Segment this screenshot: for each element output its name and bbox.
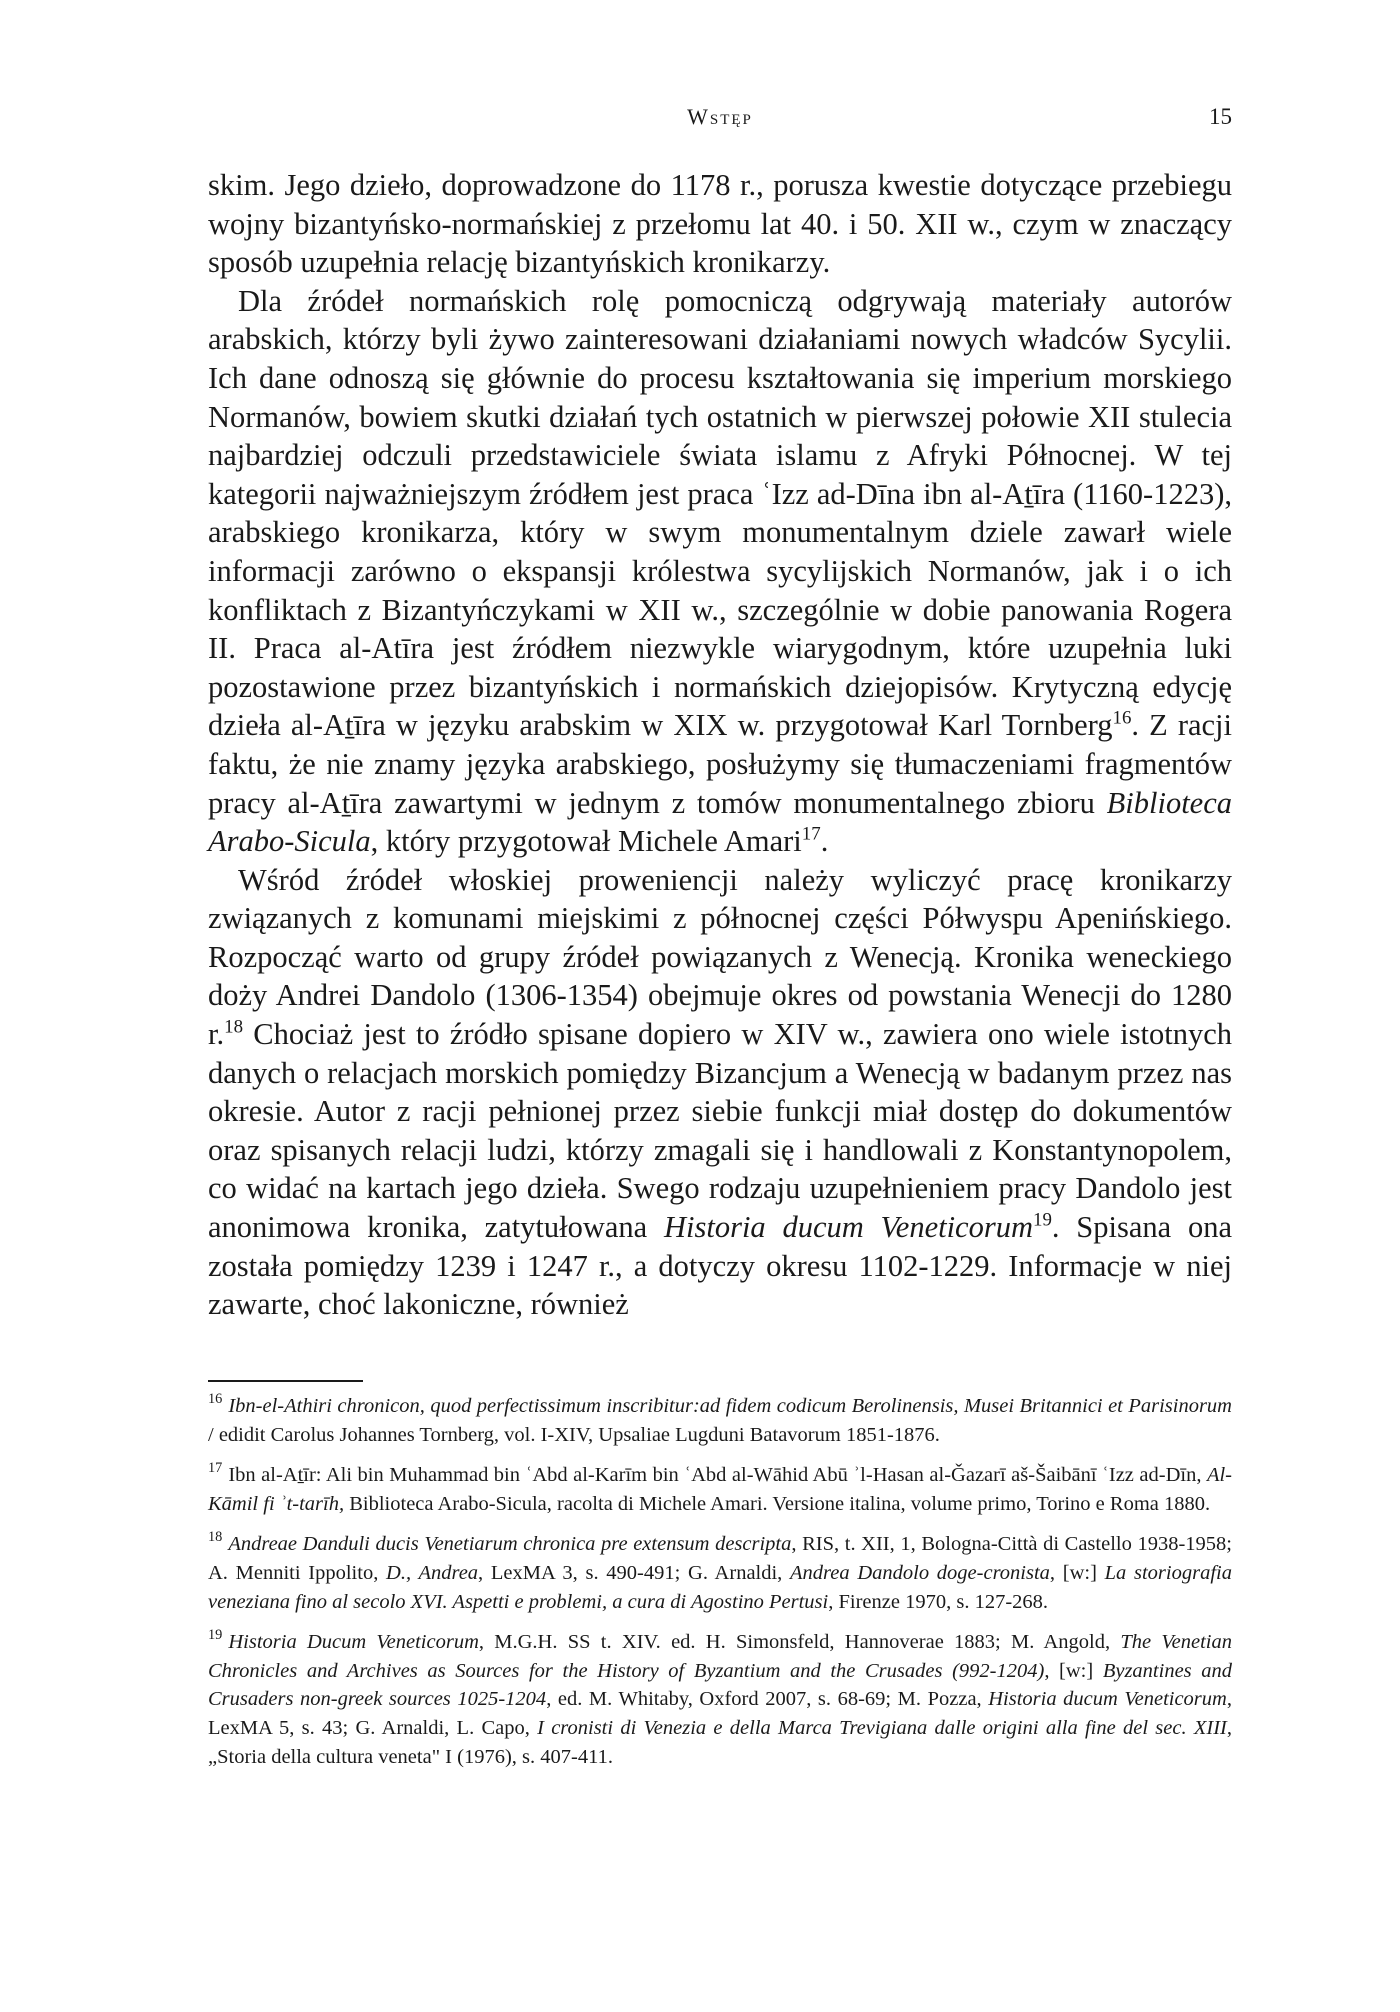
italic-text: Historia Ducum Veneticorum <box>228 1631 479 1654</box>
footnote <box>208 1530 1232 1616</box>
italic-text: La storiografia veneziana fino al secolo XVI. Aspetti e problemi, a cura di Agostino Pertusi <box>208 1561 1232 1613</box>
footnote-ref: 16 <box>1112 707 1132 729</box>
footnote <box>208 1628 1232 1771</box>
footnote-number: 19 <box>208 1627 223 1644</box>
text-run: , [w:] <box>1044 1659 1103 1682</box>
paragraph <box>208 282 1232 861</box>
text-run: , „Storia della cultura veneta" I (1976), s. 407-411. <box>208 1716 1232 1768</box>
paragraph <box>208 861 1232 1324</box>
footnote <box>208 1392 1232 1449</box>
italic-text: Historia ducum Veneticorum <box>664 1210 1033 1245</box>
italic-text: D., Andrea <box>386 1561 479 1584</box>
text-run: , który przygotował Michele Amari <box>370 824 802 859</box>
text-run: , LexMA 3, s. 490-491; G. Arnaldi, <box>478 1561 791 1584</box>
italic-text: Andreae Danduli ducis Venetiarum chronica pre extensum descripta <box>228 1533 792 1556</box>
text-run: skim. Jego dzieło, doprowadzone do 1178 r., porusza kwestie dotyczące przebiegu wojny bizantyńsko-normańskiej z przełomu lat 40. i 50. XII w., czym w znaczący sposób uzupełnia relację bizantyńskich kronikarzy. <box>208 168 1232 280</box>
italic-text: Byzantines and Crusaders non-greek sources 1025-1204 <box>208 1659 1233 1711</box>
main-text <box>208 166 1232 1324</box>
section-title: Wstęp <box>687 104 753 129</box>
text-run: Biblioteca Arabo-Sicula, racolta di Michele Amari. Versione italina, volume primo, Torino e Roma 1880. <box>344 1492 1211 1515</box>
text-run: Ibn al-Aṯīr: Ali bin Muhammad bin ʿAbd al-Karīm bin ʿAbd al-Wāhid Abū ʾl-Hasan al-Ǧazarī aš-Šaibānī ʿIzz ad-Dīn, <box>228 1464 1207 1487</box>
footnote-separator <box>208 1380 363 1382</box>
footnote-ref: 19 <box>1033 1209 1052 1231</box>
paragraph <box>208 166 1232 282</box>
text-run: . <box>820 824 829 859</box>
text-run: , Firenze 1970, s. 127-268. <box>828 1590 1049 1613</box>
text-run: , M.G.H. SS t. XIV. ed. H. Simonsfeld, Hannoverae 1883; M. Angold, <box>478 1631 1121 1654</box>
text-run: . Spisana ona została pomiędzy 1239 i 1247 r., a dotyczy okresu 1102-1229. Informacje w niej zawarte, choć lakoniczne, również <box>208 1210 1232 1322</box>
italic-text: Al-Kāmil fi ʾt-tarīh, <box>208 1464 1232 1515</box>
italic-text: Historia ducum Veneticorum <box>988 1688 1227 1711</box>
text-run: , [w:] <box>1049 1561 1105 1584</box>
text-run: , ed. M. Whitaby, Oxford 2007, s. 68-69; M. Pozza, <box>546 1688 989 1711</box>
page-number: 15 <box>1209 104 1232 129</box>
footnote-ref: 17 <box>801 823 821 845</box>
footnote-number: 16 <box>208 1391 223 1408</box>
text-run: , RIS, t. XII, 1, Bologna-Città di Castello 1938-1958; A. Menniti Ippolito, <box>208 1533 1232 1584</box>
text-run: / edidit Carolus Johannes Tornberg, vol. I-XIV, Upsaliae Lugduni Batavorum 1851-1876. <box>208 1423 940 1446</box>
footnotes <box>208 1392 1232 1783</box>
footnote <box>208 1461 1232 1518</box>
italic-text: The Venetian Chronicles and Archives as Sources for the History of Byzantium and the Crusades (992-1204) <box>208 1631 1232 1682</box>
italic-text: Biblioteca Arabo-Sicula <box>208 785 1232 859</box>
text-run: Chociaż jest to źródło spisane dopiero w XIV w., zawiera ono wiele istotnych danych o relacjach morskich pomiędzy Bizancjum a Wenecją w badanym przez nas okresie. Autor z racji pełnionej przez siebie funkcji miał dostęp do dokumentów oraz spisanych relacji ludzi, którzy zmagali się i handlowali z Konstantynopolem, co widać na kartach jego dzieła. Swego rodzaju uzupełnieniem pracy Dandolo jest anonimowa kronika, zatytułowana <box>208 1017 1232 1245</box>
text-run: . Z racji faktu, że nie znamy języka arabskiego, posłużymy się tłumaczeniami fragmentów pracy al-Aṯīra zawartymi w jednym z tomów monumentalnego zbioru <box>208 708 1233 820</box>
running-head <box>208 104 1232 138</box>
footnote-ref: 18 <box>224 1016 244 1038</box>
text-run: Dla źródeł normańskich rolę pomocniczą odgrywają materiały autorów arabskich, którzy byli żywo zainteresowani działaniami nowych władców Sycylii. Ich dane odnoszą się głównie do procesu kształtowania się imperium morskiego Normanów, bowiem skutki działań tych ostatnich w pierwszej połowie XII stulecia najbardziej odczuli przedstawiciele świata islamu z Afryki Północnej. W tej kategorii najważniejszym źródłem jest praca ʿIzz ad-Dīna ibn al-Aṯīra (1160-1223), arabskiego kronikarza, który w swym monumentalnym dziele zawarł wiele informacji zarówno o ekspansji królestwa sycylijskich Normanów, jak i o ich konfliktach z Bizantyńczykami w XII w., szczególnie w dobie panowania Rogera II. Praca al-Atīra jest źródłem niezwykle wiarygodnym, które uzupełnia luki pozostawione przez bizantyńskich i normańskich dziejopisów. Krytyczną edycję dzieła al-Aṯīra w języku arabskim w XIX w. przygotował Karl Tornberg <box>208 283 1232 743</box>
italic-text: I cronisti di Venezia e della Marca Trevigiana dalle origini alla fine del sec. XIII <box>537 1716 1227 1739</box>
text-run: , LexMA 5, s. 43; G. Arnaldi, L. Capo, <box>208 1688 1232 1739</box>
italic-text: Andrea Dandolo doge-cronista <box>790 1561 1050 1584</box>
footnote-number: 18 <box>208 1529 223 1546</box>
italic-text: Ibn-el-Athiri chronicon, quod perfectissimum inscribitur:ad fidem codicum Berolinensis, Musei Britannici et Parisinorum <box>228 1395 1232 1417</box>
text-run: Wśród źródeł włoskiej proweniencji należy wyliczyć pracę kronikarzy związanych z komunami miejskimi z północnej części Półwyspu Apenińskiego. Rozpocząć warto od grupy źródeł powiązanych z Wenecją. Kronika weneckiego doży Andrei Dandolo (1306-1354) obejmuje okres od powstania Wenecji do 1280 r. <box>208 862 1232 1052</box>
footnote-number: 17 <box>208 1460 223 1477</box>
